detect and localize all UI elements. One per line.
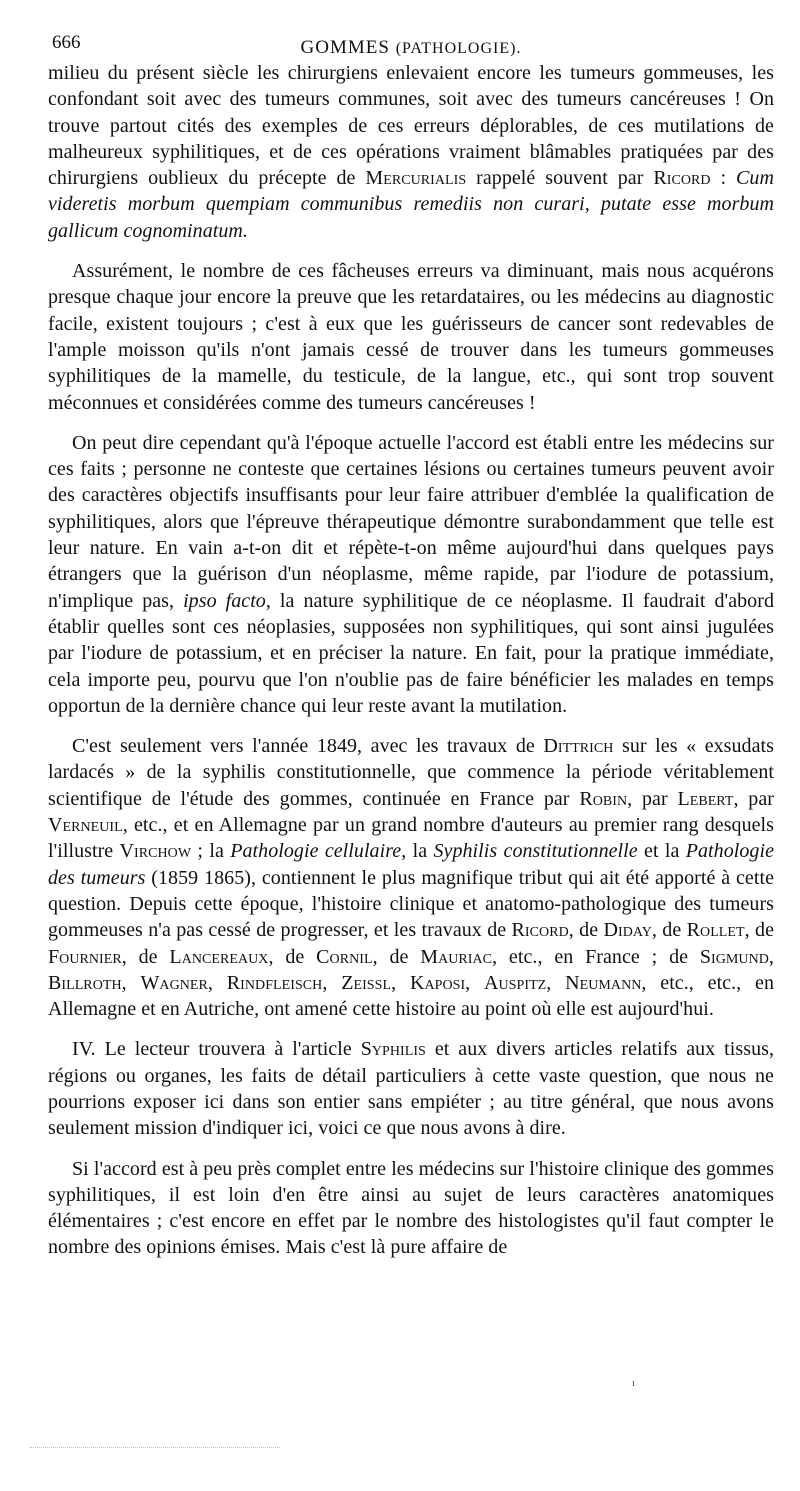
stray-print-mark: ı (632, 1378, 635, 1389)
author-name: Cornil (316, 945, 373, 968)
text-run: et aux divers articles relatifs aux tissus, régions ou organes, les faits de détail particuliers à cette vaste question, que nous ne pourrions exposer ici dans son entier sans empiéter ; au titre général, que nous avons seulement mission d'indiquer ici, voici ce que nous avons à dire. (48, 1038, 774, 1140)
running-title (48, 37, 774, 59)
author-name: Wagner (140, 971, 208, 994)
text-run: , la nature syphilitique de ce néoplasme. Il faudrait d'abord établir quelles sont ces néoplasies, supposées non syphilitiques, qui sont ainsi jugulées par l'iodure de potassium, et en préciser la nature. En fait, pour la pratique immédiate, cela importe peu, pourvu que l'on n'oublie pas de faire bénéficier les malades en temps opportun de la dernière chance qui leur reste avant la mutilation. (48, 589, 774, 717)
text-run: , de (121, 945, 170, 968)
text-run: , (546, 971, 566, 994)
running-head (48, 20, 774, 60)
latin-quotation: Cum videretis morbum quempiam communibus remediis non curari, putate esse morbum gallicum cognominatum. (48, 167, 774, 242)
text-run: , de (744, 919, 775, 942)
author-name: Robin (579, 787, 628, 810)
text-run: ; la (191, 840, 231, 863)
author-name: Lebert (677, 787, 734, 810)
body-text (48, 60, 774, 1261)
text-run: , (121, 971, 141, 994)
text-run: , (322, 971, 342, 994)
book-title: Pathologie des tumeurs (48, 840, 774, 889)
text-run: (1859 1865), contiennent le plus magnifique tribut qui ait été apporté à cette question. Depuis cette époque, l'histoire clinique et anatomo-pathologique des tumeurs gommeuses n'a pas cessé de progresser, et les travaux de (48, 866, 774, 942)
text-run: , etc., en France ; de (492, 945, 700, 968)
author-name: Lancereaux (169, 945, 269, 968)
running-title-main: GOMMES (300, 37, 390, 58)
author-name: Billroth (48, 971, 122, 994)
paragraph-accord (48, 430, 774, 719)
text-run: , (465, 971, 485, 994)
book-title: Syphilis constitutionnelle (433, 840, 638, 863)
page (48, 20, 774, 1275)
text-run: milieu du présent siècle les chirurgiens enlevaient encore les tumeurs gommeuses, les confondant soit avec des tumeurs communes, soit avec des tumeurs cancéreuses ! On trouve partout cités des exemples de ces erreurs déplorables, de ces mutilations de malheureux syphilitiques, et de ces opérations vraiment blâmables pratiquées par des chirurgiens oublieux du précepte de (48, 62, 774, 190)
author-name: Diday (603, 919, 652, 942)
author-name: Sigmund (699, 945, 769, 968)
text-run: , (768, 945, 774, 968)
paragraph-section-iv (48, 1036, 774, 1141)
text-run: sur les « exsudats lardacés » de la syphilis constitutionnelle, que commence la période véritablement scientifique de l'étude des gommes, continuée en France par (48, 735, 774, 810)
author-name: Rollet (686, 919, 745, 942)
author-name: Fournier (48, 945, 122, 968)
author-name: Mercurialis (365, 167, 467, 190)
text-run: C'est seulement vers l'année 1849, avec les travaux de (72, 735, 544, 758)
author-name: Neumann (565, 971, 642, 994)
text-run: , de (568, 919, 604, 942)
text-run: : (710, 167, 737, 190)
author-name: Verneuil (48, 814, 123, 837)
book-title: Pathologie cellulaire (230, 840, 402, 863)
author-name: Rindfleisch (226, 971, 323, 994)
text-run: On peut dire cependant qu'à l'époque actuelle l'accord est établi entre les médecins sur ces faits ; personne ne conteste que certaines lésions ou certaines tumeurs peuvent avoir des caractères objectifs insuffisants pour leur faire attribuer d'emblée la qualification de syphilitiques, alors que l'épreuve thérapeutique démontre surabondamment que telle est leur nature. En vain a-t-on dit et répète-t-on même aujourd'hui dans quelques pays étrangers que la guérison d'un néoplasme, même rapide, par l'iodure de potassium, n'implique pas, (48, 431, 774, 612)
text-run: , etc., etc., en Allemagne et en Autriche, ont amené cette histoire au point où elle est aujourd'hui. (48, 971, 774, 1021)
text-run: , (391, 971, 410, 994)
author-name: Ricord (511, 919, 569, 942)
text-run: , la (401, 840, 434, 863)
page-number: 666 (52, 32, 81, 53)
text-run: , de (651, 919, 687, 942)
author-name: Zeissl (341, 971, 392, 994)
text-run: , par (733, 787, 774, 810)
text-run: , par (627, 787, 678, 810)
footer-dotted-rule (30, 1447, 280, 1449)
author-name: Auspitz (484, 971, 547, 994)
text-run: IV. Le lecteur trouvera à l'article (72, 1038, 361, 1061)
text-run: , de (268, 945, 317, 968)
text-run: et la (637, 840, 686, 863)
paragraph-histologie: Si l'accord est à peu près complet entre les médecins sur l'histoire clinique des gommes syphilitiques, il est loin d'en être ainsi au sujet de leurs caractères anatomiques élémentaires ; c'est encore en effet par le nombre des histologistes qu'il faut compter le nombre des opinions émises. Mais c'est là pure affaire de (48, 1157, 774, 1259)
author-name: Kaposi (409, 971, 466, 994)
text-run: , de (372, 945, 421, 968)
text-run: rappelé souvent par (466, 167, 654, 190)
text-run: , etc., et en Allemagne par un grand nombre d'auteurs au premier rang desquels l'illustre (48, 814, 774, 863)
article-reference: Syphilis (360, 1038, 426, 1061)
italic-phrase: ipso facto (183, 589, 266, 612)
text-run: , (207, 971, 227, 994)
author-name: Ricord (653, 167, 711, 190)
paragraph-continuation (48, 60, 774, 244)
paragraph-erreurs: Assurément, le nombre de ces fâcheuses erreurs va diminuant, mais nous acquérons presque chaque jour encore la preuve que les retardataires, ou les médecins au diagnostic facile, existent toujours ; c'est à eux que les guérisseurs de cancer sont redevables de l'ample moisson qu'ils n'ont jamais cessé de trouver dans les tumeurs gommeuses syphilitiques de la mamelle, du testicule, de la langue, etc., qui sont trop souvent méconnues et considérées comme des tumeurs cancéreuses ! (48, 260, 774, 414)
paragraph-historique (48, 733, 774, 1022)
running-title-sub: (PATHOLOGIE). (395, 40, 522, 57)
author-name: Mauriac (420, 945, 493, 968)
author-name: Virchow (119, 840, 192, 863)
author-name: Dittrich (543, 735, 614, 758)
